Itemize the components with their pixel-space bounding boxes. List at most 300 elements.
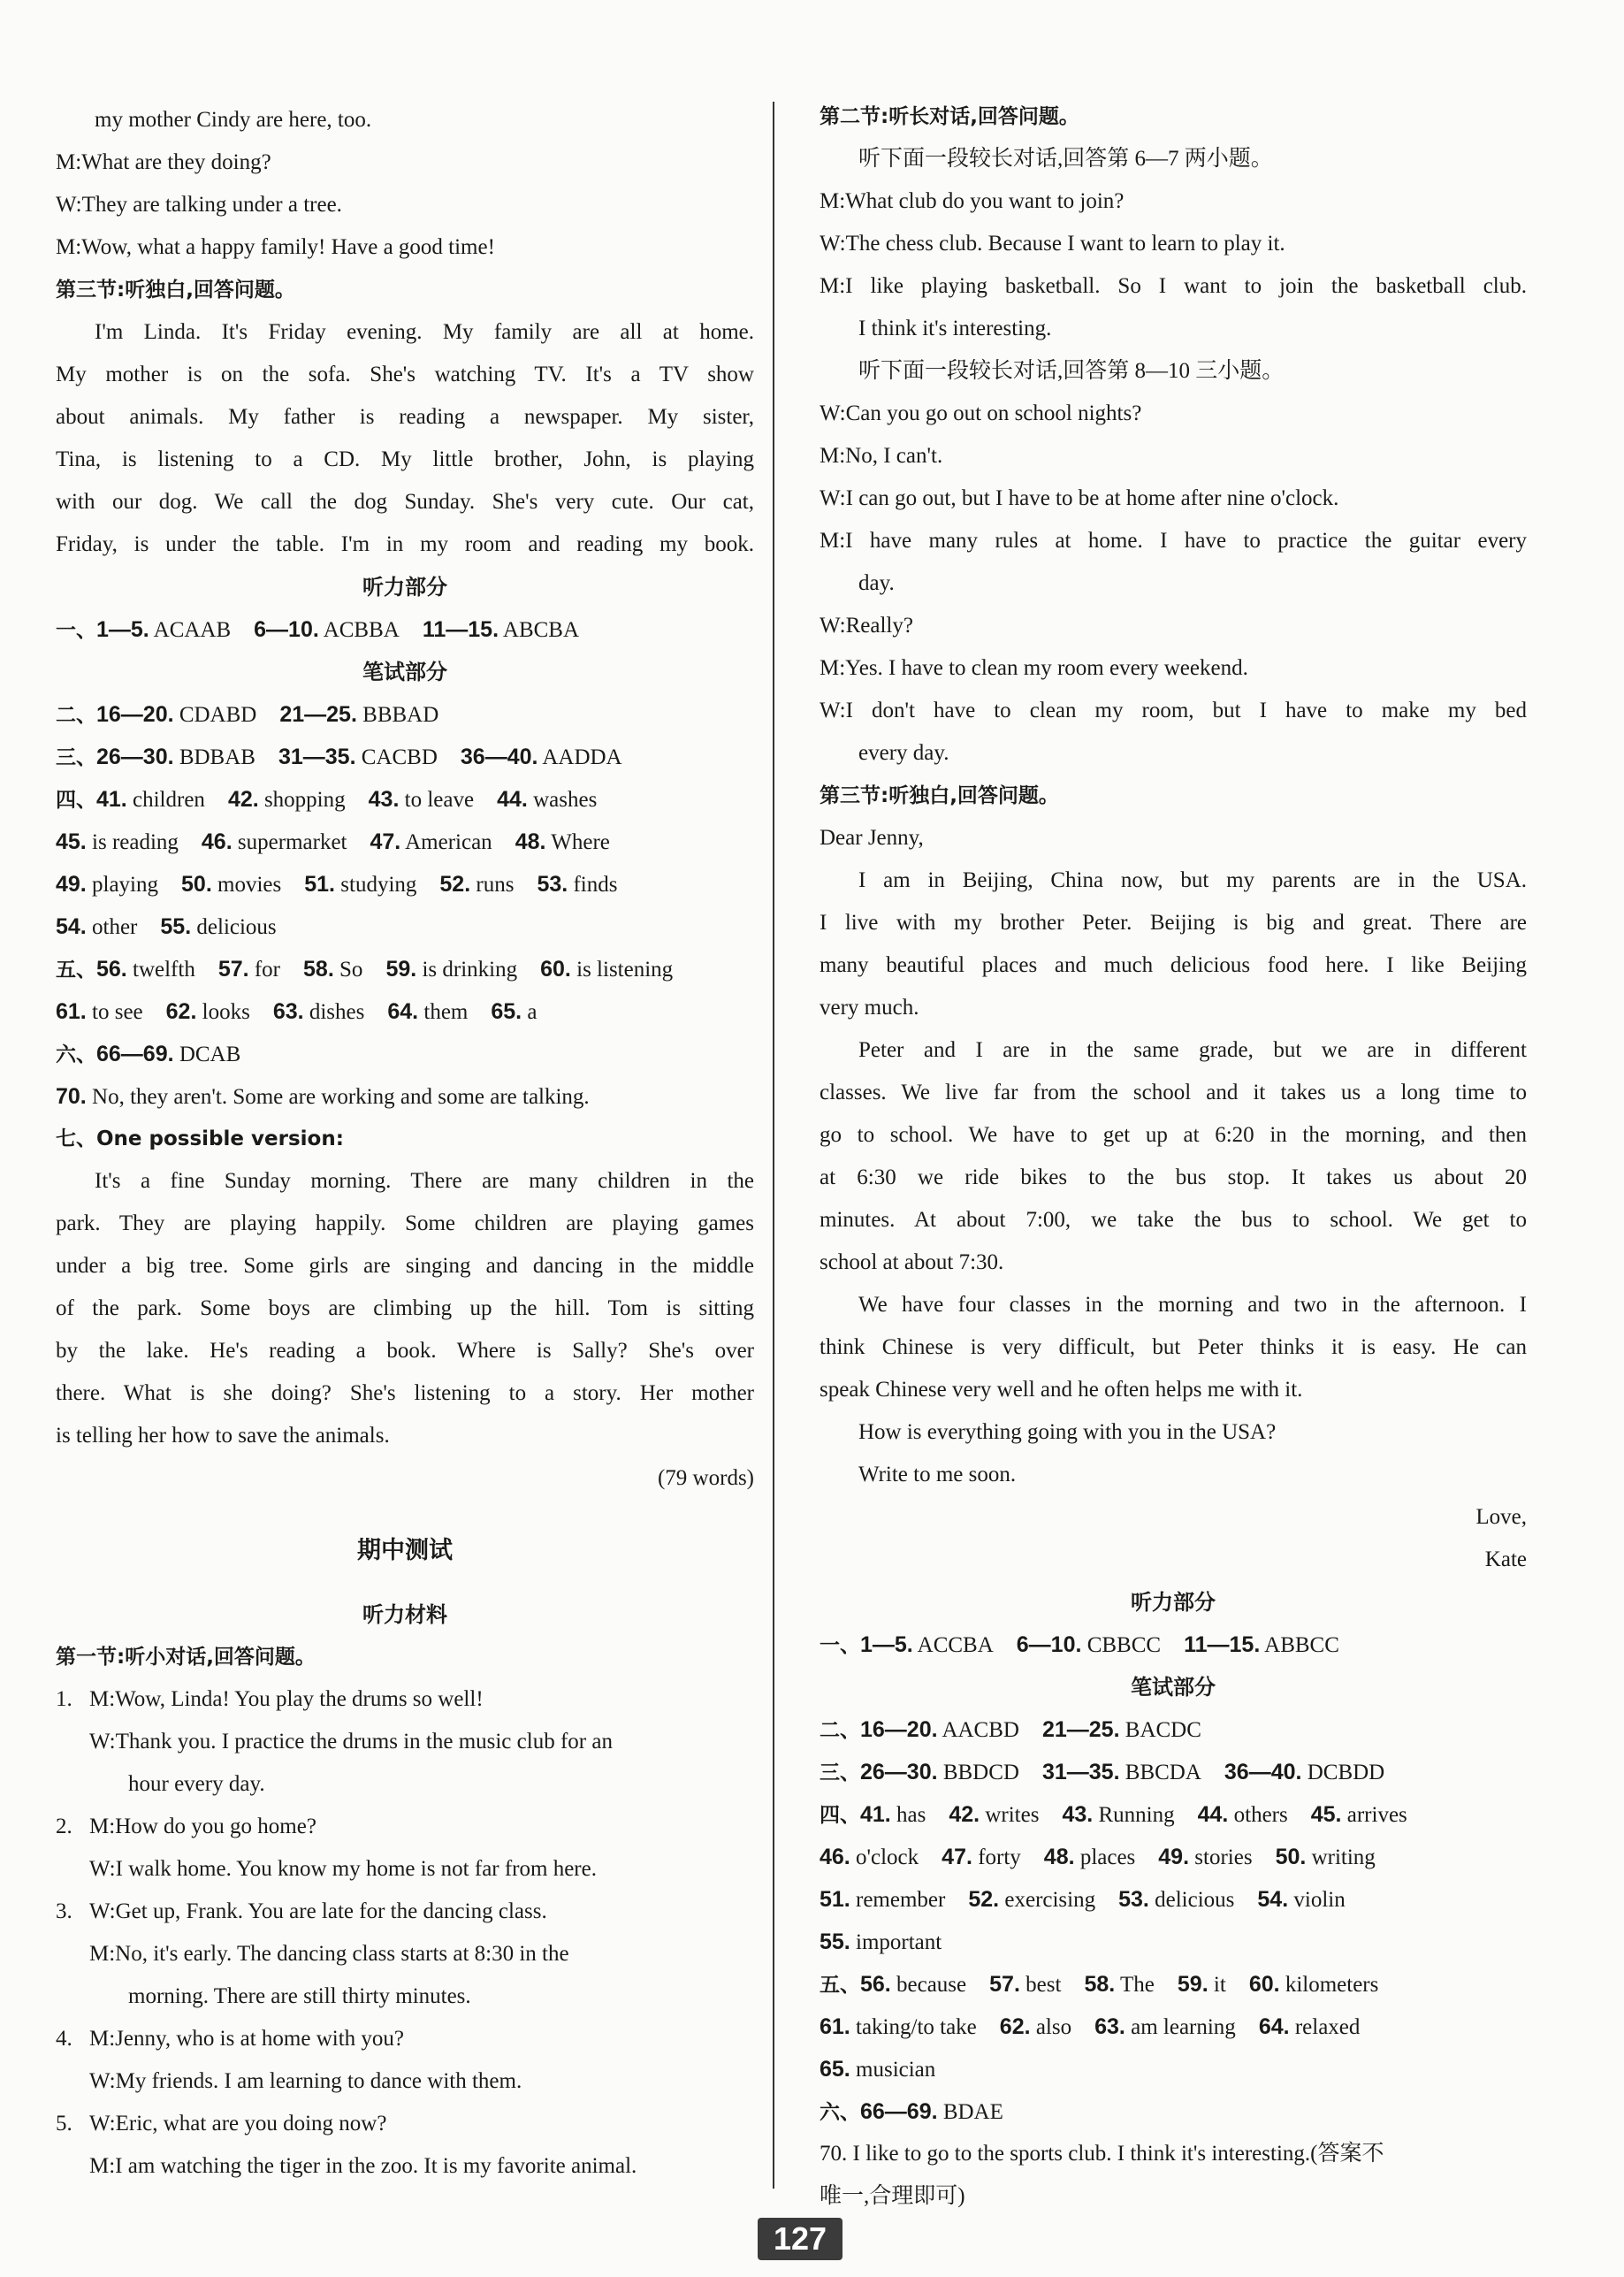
- answer-number: 41.: [860, 1802, 891, 1827]
- answer-title: One possible version:: [96, 1127, 344, 1150]
- answer-row: [56, 736, 754, 778]
- answer-value: relaxed: [1294, 2015, 1361, 2039]
- dialogue-number: 5.: [56, 2112, 72, 2136]
- text-line: W:They are talking under a tree.: [56, 193, 342, 217]
- letter-signature: Kate: [1484, 1547, 1527, 1571]
- answer-value: them: [423, 1000, 469, 1024]
- material-heading: 听力材料: [362, 1602, 447, 1627]
- answer-value: it: [1213, 1973, 1226, 1997]
- answer-number: 63.: [1094, 2014, 1125, 2039]
- dialogue-text: morning. There are still thirty minutes.: [128, 1984, 471, 2008]
- essay-line: park. They are playing happily. Some children are playing games: [56, 1211, 754, 1235]
- answer-value: BDBAB: [179, 745, 255, 769]
- letter-line: minutes. At about 7:00, we take the bus to school. We get to: [820, 1208, 1527, 1232]
- dialogue-text: M:Wow, Linda! You play the drums so well!: [89, 1687, 484, 1711]
- dialogue-text: M:I am watching the tiger in the zoo. It is my favorite animal.: [89, 2154, 637, 2178]
- answer-value: a: [527, 1000, 538, 1024]
- answer-row: [820, 1878, 1527, 1921]
- answer-number: 41.: [96, 787, 127, 812]
- answer-item: [1259, 2006, 1361, 2049]
- answer-value: to leave: [404, 788, 475, 812]
- monologue-line: Tina, is listening to a CD. My little brother, John, is playing: [56, 447, 754, 471]
- answer-value: ACCBA: [917, 1633, 994, 1657]
- monologue-line: My mother is on the sofa. She's watching TV. It's a TV show: [56, 363, 754, 386]
- answer-row: [820, 1963, 1527, 2006]
- written-answers: [820, 1708, 1527, 2133]
- answer-item: [820, 2006, 977, 2049]
- answer-item: [56, 905, 137, 949]
- monologue-line: Friday, is under the table. I'm in my room and reading my book.: [56, 532, 754, 556]
- answer-number: 66—69.: [860, 2099, 938, 2124]
- answer-row: [56, 1075, 754, 1118]
- answer-item: [218, 948, 280, 991]
- answer-value: DCAB: [179, 1043, 241, 1066]
- letter-line: We have four classes in the morning and two in the afternoon. I: [858, 1293, 1527, 1317]
- dialog-line: M:Yes. I have to clean my room every weekend.: [820, 656, 1248, 680]
- answer-value: supermarket: [237, 830, 347, 854]
- answer-row: [56, 990, 754, 1033]
- dialogue-line: [56, 1933, 754, 1975]
- answer-number: 44.: [1197, 1802, 1229, 1827]
- answer-item: [370, 821, 492, 864]
- written-answers: [56, 693, 754, 1075]
- letter-line: speak Chinese very well and he often helps me with it.: [820, 1378, 1303, 1402]
- answer-number: 16—20.: [860, 1717, 938, 1742]
- dialog-line: W:I don't have to clean my room, but I have to make my bed: [820, 699, 1527, 722]
- answer-value: BDAE: [942, 2100, 1003, 2124]
- dialogue-text: W:Thank you. I practice the drums in the music club for an: [89, 1730, 613, 1754]
- midterm-title: 期中测试: [357, 1537, 453, 1564]
- letter-line: many beautiful places and much delicious food here. I like Beijing: [820, 953, 1527, 977]
- answer-item: [387, 990, 468, 1034]
- letter-line: Peter and I are in the same grade, but we are in different: [858, 1038, 1527, 1062]
- answer-item: [461, 736, 622, 779]
- answer-row: [56, 1118, 754, 1160]
- answer-label: 三、: [56, 746, 96, 769]
- answer-number: 21—25.: [279, 702, 357, 727]
- dialogue-text: W:Get up, Frank. You are late for the dancing class.: [89, 1899, 547, 1923]
- letter-line: very much.: [820, 996, 919, 1020]
- answer-number: 65.: [491, 999, 522, 1024]
- answer-number: 56.: [96, 957, 127, 982]
- answer-item: [1094, 2006, 1236, 2049]
- column-divider: [773, 102, 774, 2189]
- answer-item: [949, 1793, 1039, 1837]
- text-line: M:What are they doing?: [56, 150, 271, 174]
- answer-number: 54.: [56, 914, 87, 939]
- answer-item: [166, 990, 250, 1034]
- dialog-line: M:What club do you want to join?: [820, 189, 1125, 213]
- dialogue-line: [56, 2018, 754, 2060]
- dialogue-line: [56, 1806, 754, 1848]
- answer-number: 31—35.: [1041, 1760, 1120, 1784]
- answer-value: CDABD: [179, 703, 257, 727]
- answer-number: 45.: [56, 829, 87, 854]
- answer-item: [1257, 1878, 1345, 1922]
- answer-label: 一、: [56, 619, 96, 642]
- answer-item: [1178, 1963, 1226, 2006]
- answer-row: 70. I like to go to the sports club. I think it's interesting.(答案不: [820, 2142, 1384, 2166]
- answer-number: 64.: [387, 999, 419, 1024]
- dialogue-line: [56, 2145, 754, 2188]
- answer-number: 62.: [165, 999, 197, 1024]
- answer-value: important: [856, 1930, 942, 1954]
- answer-value: ACBBA: [323, 618, 400, 642]
- answer-number: 50.: [1275, 1845, 1307, 1869]
- letter-closing: Love,: [1475, 1505, 1527, 1529]
- dialogue-line: [56, 2060, 754, 2103]
- answer-row: [820, 1793, 1527, 1836]
- answer-item: [96, 608, 231, 652]
- essay-line: It's a fine Sunday morning. There are many children in the: [95, 1169, 754, 1193]
- dialog-line: M:I like playing basketball. So I want to join the basketball club.: [820, 274, 1527, 298]
- answer-value: ABCBA: [502, 618, 580, 642]
- letter-line: go to school. We have to get up at 6:20 in the morning, and then: [820, 1123, 1527, 1147]
- answer-item: [1084, 1963, 1154, 2006]
- answer-number: 65.: [820, 2057, 850, 2082]
- section-heading: 第三节:听独白,回答问题。: [56, 279, 295, 302]
- answer-item: [273, 990, 365, 1034]
- answer-number: 43.: [1062, 1802, 1094, 1827]
- answer-number: 45.: [1310, 1802, 1342, 1827]
- answer-label: 四、: [56, 789, 96, 812]
- answer-row: [820, 2090, 1527, 2133]
- answer-item: [1224, 1751, 1384, 1794]
- answer-item: [303, 948, 362, 991]
- answer-label: 二、: [820, 1719, 860, 1742]
- answer-item: [439, 863, 514, 906]
- answer-item: [96, 778, 205, 821]
- answer-value: Running: [1098, 1803, 1175, 1827]
- answer-row: [820, 2006, 1527, 2048]
- answer-value: AACBD: [942, 1718, 1019, 1742]
- dialogue-text: M:No, it's early. The dancing class starts at 8:30 in the: [89, 1942, 569, 1966]
- answer-number: 58.: [303, 957, 334, 982]
- text-line: my mother Cindy are here, too.: [95, 108, 372, 132]
- answer-item: [56, 821, 179, 864]
- answer-item: [181, 863, 281, 906]
- answer-value: because: [896, 1973, 967, 1997]
- answer-number: 53.: [537, 872, 568, 897]
- answer-value: writes: [985, 1803, 1040, 1827]
- answer-row: [56, 863, 754, 905]
- answer-item: [968, 1878, 1095, 1922]
- answer-item: [254, 608, 400, 652]
- answer-item: [1000, 2006, 1071, 2049]
- answer-value: musician: [856, 2058, 936, 2082]
- answer-item: [278, 736, 438, 779]
- answer-item: [160, 905, 276, 949]
- answer-label: 五、: [820, 1974, 860, 1997]
- answer-label: 四、: [820, 1804, 860, 1827]
- answer-value: BBBAD: [362, 703, 439, 727]
- answer-item: [537, 863, 617, 906]
- dialogue-text: W:My friends. I am learning to dance with them.: [89, 2069, 522, 2093]
- letter-line: I live with my brother Peter. Beijing is big and great. There are: [820, 911, 1527, 935]
- answer-value: stories: [1194, 1845, 1253, 1869]
- answer-number: 63.: [272, 999, 304, 1024]
- answer-number: 52.: [968, 1887, 1000, 1912]
- answer-value: shopping: [263, 788, 346, 812]
- answer-number: 47.: [370, 829, 401, 854]
- answer-value: children: [133, 788, 205, 812]
- text-line: M:Wow, what a happy family! Have a good time!: [56, 235, 495, 259]
- written-part-heading: 笔试部分: [362, 660, 447, 684]
- answer-item: [1158, 1836, 1252, 1879]
- dialogue-number: 3.: [56, 1899, 72, 1923]
- answer-number: 60.: [540, 957, 571, 982]
- answer-value: delicious: [1155, 1888, 1235, 1912]
- answer-value: Where: [551, 830, 610, 854]
- answer-row: [820, 1624, 1527, 1666]
- answer-item: [1017, 1624, 1161, 1667]
- answer-label: 一、: [820, 1634, 860, 1657]
- dialog-line: W:The chess club. Because I want to learn to play it.: [820, 232, 1285, 256]
- answer-number: 26—30.: [96, 745, 174, 769]
- monologue-line: I'm Linda. It's Friday evening. My family are all at home.: [95, 320, 754, 344]
- answer-value: AADDA: [542, 745, 622, 769]
- answer-row: [56, 821, 754, 863]
- answer-number: 48.: [1043, 1845, 1075, 1869]
- letter-line: I am in Beijing, China now, but my parents are in the USA.: [858, 868, 1527, 892]
- answer-value: arrives: [1346, 1803, 1407, 1827]
- answer-number: 1—5.: [860, 1632, 913, 1657]
- answer-row: [820, 1708, 1527, 1751]
- answer-number: 61.: [820, 2014, 850, 2039]
- answer-value: delicious: [196, 915, 277, 939]
- letter-line: think Chinese is very difficult, but Peter thinks it is easy. He can: [820, 1335, 1527, 1359]
- answer-item: [942, 1836, 1021, 1879]
- letter-line: at 6:30 we ride bikes to the bus stop. It takes us about 20: [820, 1165, 1527, 1189]
- answer-item: [369, 778, 474, 821]
- dialogue-text: W:I walk home. You know my home is not far from here.: [89, 1857, 597, 1881]
- answer-item: [202, 821, 347, 864]
- answer-value: The: [1120, 1973, 1155, 1997]
- answer-number: 44.: [497, 787, 528, 812]
- answer-number: 42.: [949, 1802, 980, 1827]
- answer-item: [860, 1793, 926, 1837]
- letter-line: school at about 7:30.: [820, 1250, 1004, 1274]
- answer-item: [1062, 1793, 1174, 1837]
- answer-number: 55.: [820, 1929, 850, 1954]
- answer-value: DCBDD: [1307, 1761, 1385, 1784]
- answer-item: [860, 1751, 1019, 1794]
- answer-item: [860, 1624, 994, 1667]
- answer-item: [497, 778, 597, 821]
- answer-number: 47.: [942, 1845, 972, 1869]
- answer-number: 31—35.: [278, 745, 356, 769]
- answer-label: 六、: [820, 2101, 860, 2124]
- letter-line: classes. We live far from the school and it takes us a long time to: [820, 1081, 1527, 1104]
- answer-row: [820, 1921, 1527, 1963]
- answer-value: o'clock: [856, 1845, 919, 1869]
- answer-value: washes: [533, 788, 598, 812]
- answer-item: [860, 2090, 1003, 2134]
- answer-item: [96, 948, 195, 991]
- dialogue-text: M:How do you go home?: [89, 1815, 316, 1838]
- answer-number: 59.: [385, 957, 417, 982]
- dialog-line: W:Can you go out on school nights?: [820, 401, 1142, 425]
- answer-item: [1042, 1708, 1201, 1752]
- letter-line: Write to me soon.: [858, 1463, 1017, 1486]
- answer-item: [515, 821, 610, 864]
- answer-row: [56, 608, 754, 651]
- answer-number: 48.: [515, 829, 546, 854]
- written-part-heading: 笔试部分: [1131, 1675, 1216, 1700]
- answer-item: [1184, 1624, 1339, 1667]
- answer-value: has: [896, 1803, 926, 1827]
- answer-row: [56, 778, 754, 821]
- dialogue-line: [56, 1721, 754, 1763]
- answer-number: 60.: [1248, 1972, 1280, 1997]
- answer-value: BBCDA: [1125, 1761, 1201, 1784]
- answer-number: 16—20.: [96, 702, 174, 727]
- answer-number: 50.: [181, 872, 212, 897]
- answer-number: 52.: [439, 872, 471, 897]
- dialogue-line: [56, 1763, 754, 1806]
- answer-row: [820, 2048, 1527, 2090]
- answer-row: 唯一,合理即可): [820, 2184, 965, 2208]
- dialog-line: W:I can go out, but I have to be at home after nine o'clock.: [820, 486, 1339, 510]
- dialog-line: I think it's interesting.: [858, 317, 1052, 340]
- answer-item: [304, 863, 416, 906]
- answer-value: violin: [1293, 1888, 1346, 1912]
- answer-label: 六、: [56, 1043, 96, 1066]
- answer-item: [1118, 1878, 1234, 1922]
- answer-value: playing: [92, 873, 159, 897]
- listening-part-heading: 听力部分: [362, 575, 447, 600]
- dialogue-line: [56, 1678, 754, 1721]
- monologue-line: with our dog. We call the dog Sunday. She's very cute. Our cat,: [56, 490, 754, 514]
- answer-number: 57.: [217, 957, 249, 982]
- answer-number: 64.: [1258, 2014, 1290, 2039]
- answer-item: [279, 693, 438, 737]
- dialog-line: M:No, I can't.: [820, 444, 943, 468]
- dialog-line: W:Really?: [820, 614, 913, 638]
- answer-number: 42.: [227, 787, 259, 812]
- answer-value: is reading: [92, 830, 179, 854]
- answer-item: [96, 736, 255, 779]
- answer-item: [1249, 1963, 1379, 2006]
- listening-part-heading: 听力部分: [1131, 1590, 1216, 1615]
- answer-row: [56, 948, 754, 990]
- dialog-line: day.: [858, 571, 895, 595]
- answer-value: studying: [340, 873, 417, 897]
- answer-number: 46.: [820, 1845, 850, 1869]
- answer-item: [491, 990, 537, 1034]
- answer-value: others: [1233, 1803, 1288, 1827]
- answer-value: places: [1079, 1845, 1136, 1869]
- answer-item: [820, 1836, 919, 1879]
- answer-number: 53.: [1118, 1887, 1149, 1912]
- section-heading: 第一节:听小对话,回答问题。: [56, 1646, 316, 1669]
- answer-item: [385, 948, 517, 991]
- listening-answers: [56, 608, 754, 651]
- section-heading: 第三节:听独白,回答问题。: [820, 784, 1059, 807]
- answer-number: 49.: [1158, 1845, 1190, 1869]
- answer-value: twelfth: [133, 958, 195, 982]
- section-heading: 第二节:听长对话,回答问题。: [820, 105, 1079, 128]
- answer-item: [56, 863, 158, 906]
- answer-number: 62.: [999, 2014, 1031, 2039]
- answer-value: taking/to take: [856, 2015, 977, 2039]
- answer-label: 二、: [56, 704, 96, 727]
- answer-text: No, they aren't. Some are working and some are talking.: [92, 1085, 590, 1109]
- answer-label: 三、: [820, 1761, 860, 1784]
- dialogue-line: [56, 2103, 754, 2145]
- answer-item: [56, 990, 143, 1034]
- answer-value: looks: [202, 1000, 250, 1024]
- answer-item: [1198, 1793, 1288, 1837]
- answer-number: 6—10.: [254, 617, 319, 642]
- monologue-line: about animals. My father is reading a newspaper. My sister,: [56, 405, 754, 429]
- instruction: 听下面一段较长对话,回答第 8—10 三小题。: [858, 359, 1285, 383]
- answer-value: dishes: [309, 1000, 365, 1024]
- answer-item: [820, 1921, 942, 1964]
- answer-number: 51.: [820, 1887, 850, 1912]
- dialogue-number: 2.: [56, 1815, 72, 1838]
- answer-item: [228, 778, 346, 821]
- answer-number: 56.: [860, 1972, 891, 1997]
- answer-item: [96, 1033, 240, 1076]
- page-number: 127: [758, 2218, 842, 2260]
- answer-value: ACAAB: [153, 618, 232, 642]
- answer-number: 51.: [304, 872, 336, 897]
- answer-value: is drinking: [422, 958, 518, 982]
- left-column: [56, 99, 754, 2188]
- answer-value: finds: [573, 873, 618, 897]
- answer-value: CACBD: [361, 745, 438, 769]
- dialogue-number: 4.: [56, 2027, 72, 2051]
- answer-row: [820, 1751, 1527, 1793]
- answer-number: 59.: [1177, 1972, 1208, 1997]
- answer-value: for: [254, 958, 281, 982]
- right-column: [820, 96, 1527, 2218]
- answer-number: 36—40.: [460, 745, 538, 769]
- instruction: 听下面一段较长对话,回答第 6—7 两小题。: [858, 147, 1273, 171]
- dialogue-line: [56, 1891, 754, 1933]
- answer-value: remember: [856, 1888, 946, 1912]
- answer-number: 11—15.: [422, 617, 499, 642]
- answer-value: ABBCC: [1264, 1633, 1339, 1657]
- answer-number: 49.: [56, 872, 87, 897]
- dialogue-text: M:Jenny, who is at home with you?: [89, 2027, 404, 2051]
- answer-number: 21—25.: [1041, 1717, 1120, 1742]
- answer-number: 1—5.: [96, 617, 149, 642]
- letter-greeting: Dear Jenny,: [820, 826, 924, 850]
- answer-item: [820, 2048, 935, 2091]
- answer-value: also: [1035, 2015, 1072, 2039]
- answer-value: writing: [1311, 1845, 1376, 1869]
- answer-item: [96, 693, 256, 737]
- answer-item: [860, 1708, 1019, 1752]
- answer-row: [56, 1033, 754, 1075]
- dialogue-number: 1.: [56, 1687, 72, 1711]
- answer-label: 五、: [56, 959, 96, 982]
- dialog-line: every day.: [858, 741, 949, 765]
- answer-item: [989, 1963, 1061, 2006]
- essay-line: there. What is she doing? She's listening to a story. Her mother: [56, 1381, 754, 1405]
- dialog-line: M:I have many rules at home. I have to practice the guitar every: [820, 529, 1527, 553]
- answer-number: 43.: [368, 787, 400, 812]
- dialogue-text: W:Eric, what are you doing now?: [89, 2112, 387, 2136]
- answer-number: 61.: [56, 999, 87, 1024]
- answer-value: movies: [217, 873, 282, 897]
- answer-value: BBDCD: [942, 1761, 1019, 1784]
- answer-number: 6—10.: [1016, 1632, 1082, 1657]
- answer-row: [56, 693, 754, 736]
- answer-value: other: [92, 915, 138, 939]
